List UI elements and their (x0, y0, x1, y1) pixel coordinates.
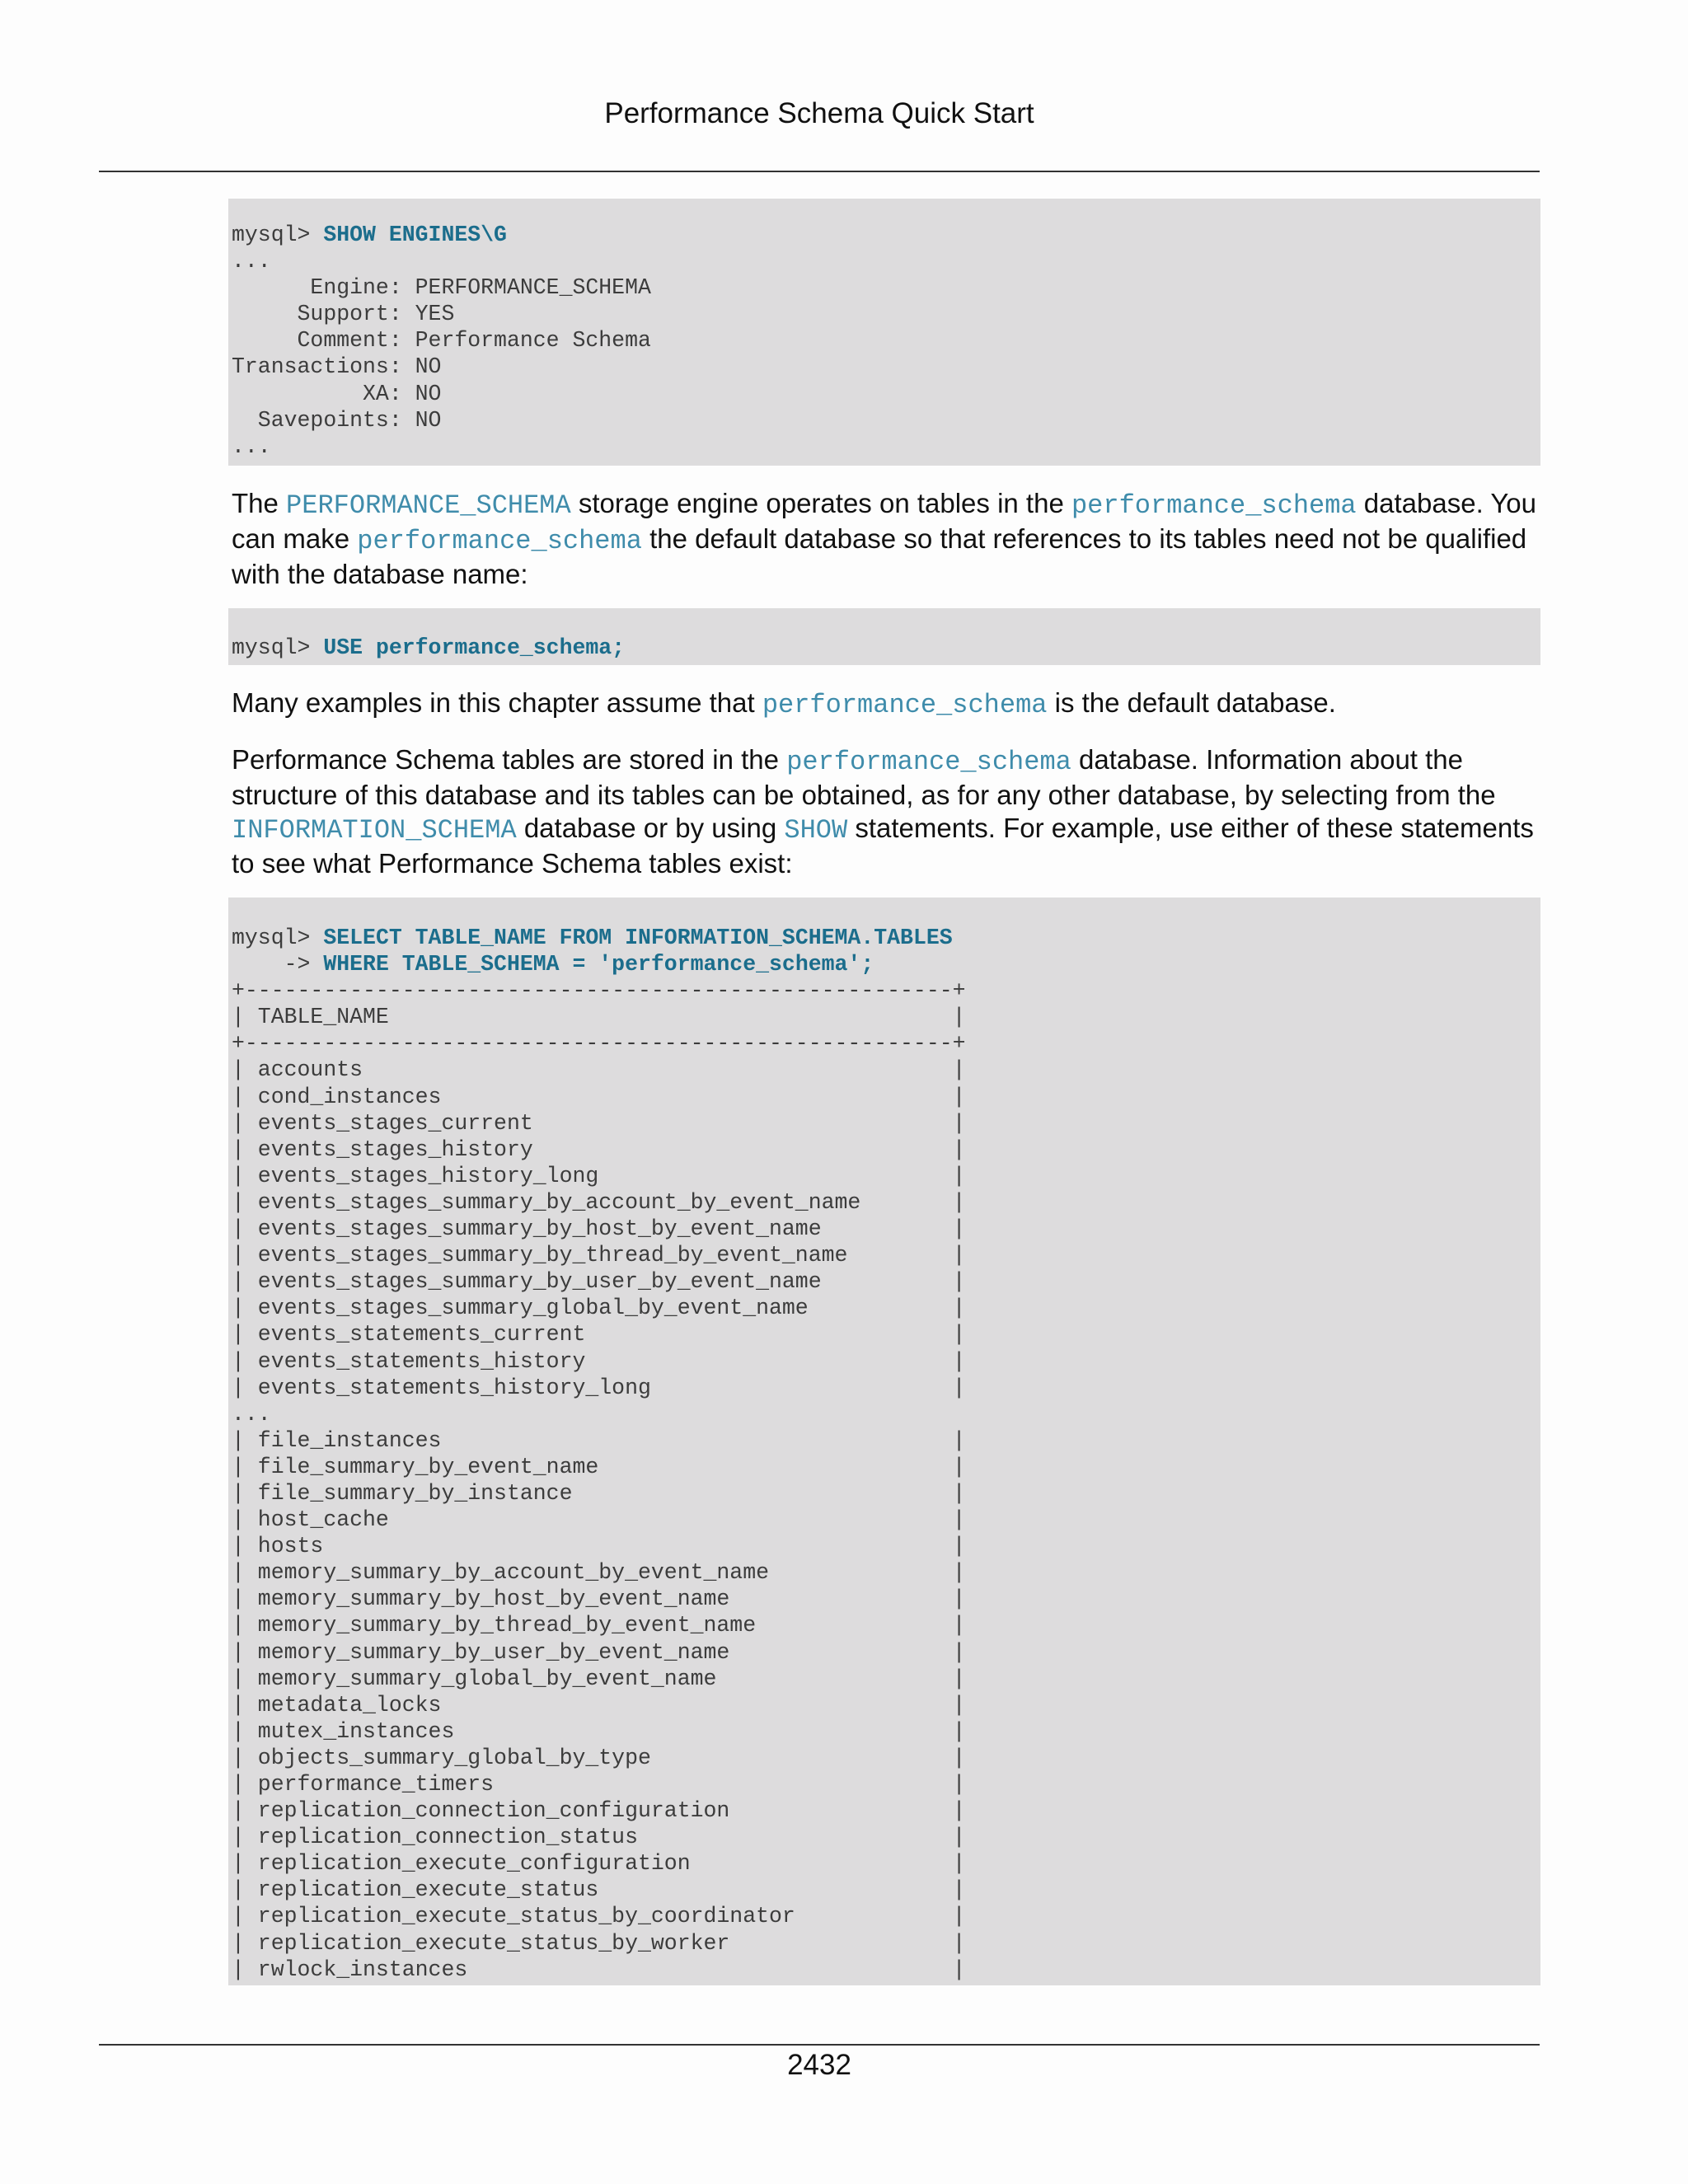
mysql-prompt: mysql> (232, 635, 324, 660)
page-number: 2432 (787, 2049, 851, 2081)
text-run: database or by using (516, 813, 785, 843)
sql-command: SELECT TABLE_NAME FROM INFORMATION_SCHEMA.TABLES (323, 926, 953, 950)
footer-divider (99, 2044, 1540, 2046)
mysql-prompt: mysql> (232, 926, 324, 950)
sql-command: WHERE TABLE_SCHEMA = 'performance_schema'; (323, 952, 874, 977)
code-text (232, 925, 1540, 1983)
paragraph-storage-engine (232, 487, 1542, 591)
text-run: storage engine operates on tables in the (570, 488, 1071, 518)
code-term-show: SHOW (784, 815, 848, 846)
code-term-performance-schema-engine: PERFORMANCE_SCHEMA (286, 490, 571, 521)
text-run: The (232, 488, 287, 518)
text-run: statements. For example, use either of these statements to see what Performance Schema tables exist: (232, 813, 1534, 879)
paragraph-default-database (232, 687, 1542, 722)
code-term-database: performance_schema (1071, 490, 1357, 521)
code-text (232, 635, 1540, 661)
text-run: database. You can make (232, 488, 1537, 554)
code-term-database: performance_schema (762, 690, 1048, 720)
text-run: Performance Schema tables are stored in the (232, 744, 787, 775)
text-run: is the default database. (1047, 687, 1336, 718)
text-run: Many examples in this chapter assume that (232, 687, 762, 718)
header-divider (99, 171, 1540, 172)
text-run: database. Information about the structure of this database and its tables can be obtained, as for any other database, by selecting from the (232, 744, 1496, 810)
sql-command: SHOW ENGINES\G (323, 223, 507, 247)
paragraph-tables-stored (232, 743, 1542, 880)
code-text (232, 222, 1540, 460)
page-header-title: Performance Schema Quick Start (604, 97, 1034, 129)
code-block-select-tables (228, 898, 1540, 1985)
code-term-information-schema: INFORMATION_SCHEMA (232, 815, 517, 846)
continuation-prompt: -> (232, 952, 324, 977)
code-block-use-database (228, 608, 1540, 665)
code-block-show-engines (228, 199, 1540, 466)
text-run: the default database so that references to its tables need not be qualified with the database name: (232, 523, 1527, 589)
query-result-table: +------------------------------------------------------+ | TABLE_NAME | +------------------------------------------------------+ | accounts | | cond_instances | | events_stages_current | | events_stages_history | | events_stages_history_long | | events_stages_summary_by_account_by_event_name | | events_stages_summary_by_host_by_event_name | | events_stages_summary_by_thread_by_event_name | | events_stages_summary_by_user_by_event_name | | events_stages_summary_global_by_event_name | | events_statements_current | | events_statements_history | | events_statements_history_long | ... | file_instances | | file_summary_by_event_name | | file_summary_by_instance | | host_cache | | hosts | | memory_summary_by_account_by_event_name | | memory_summary_by_host_by_event_name | | memory_summary_by_thread_by_event_name | | memory_summary_by_user_by_event_name | | memory_summary_global_by_event_name | | metadata_locks | | mutex_instances | | objects_summary_global_by_type | | performance_timers | | replication_connection_configuration | | replication_connection_status | | replication_execute_configuration | | replication_execute_status | | replication_execute_status_by_coordinator | | replication_execute_status_by_worker | | rwlock_instances | (232, 978, 966, 1982)
mysql-prompt: mysql> (232, 223, 324, 247)
command-output: ... Engine: PERFORMANCE_SCHEMA Support: YES Comment: Performance Schema Transactions: NO XA: NO Savepoints: NO ... (232, 249, 651, 459)
sql-command: USE performance_schema; (323, 635, 626, 660)
code-term-database: performance_schema (357, 526, 642, 556)
code-term-database: performance_schema (786, 747, 1071, 777)
